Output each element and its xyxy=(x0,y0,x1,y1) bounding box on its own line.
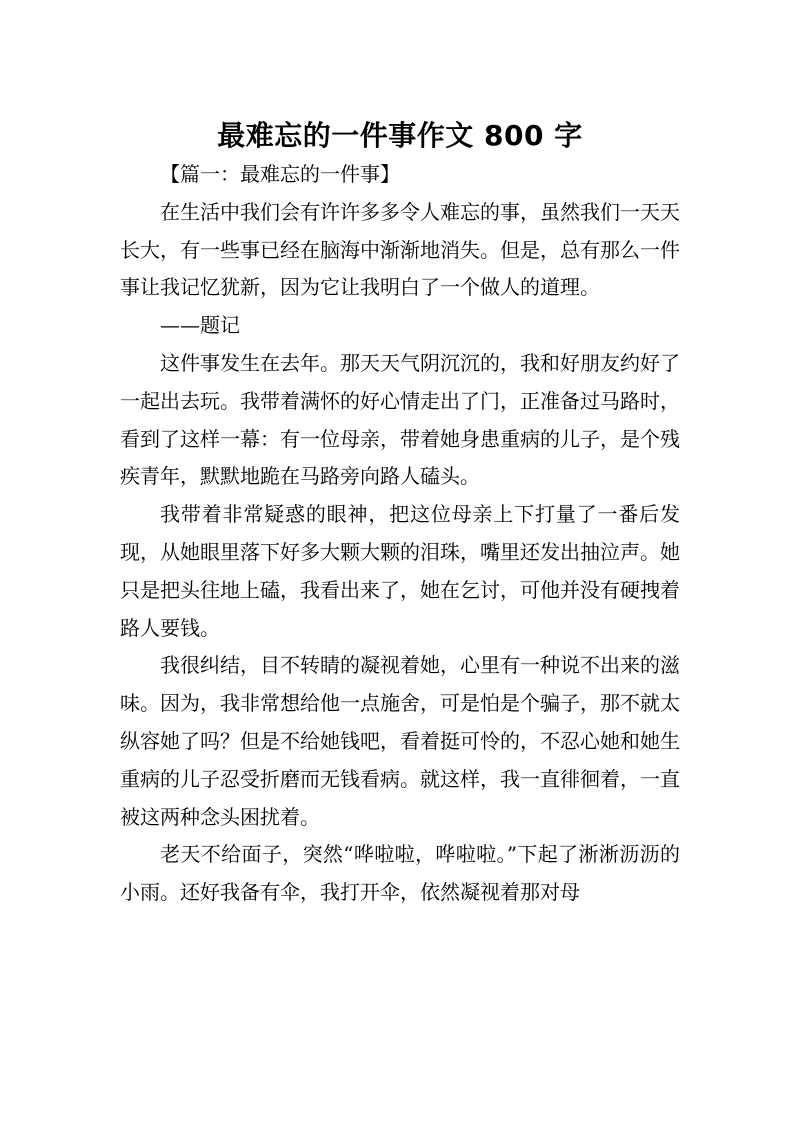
paragraph-epigraph-signoff: ——题记 xyxy=(160,313,240,338)
document-body xyxy=(120,156,680,912)
paragraph-intro: 在生活中我们会有许许多多令人难忘的事，虽然我们一天天长大，有一些事已经在脑海中渐渐地消失。但是，总有那么一件事让我记忆犹新，因为它让我明白了一个做人的道理。 xyxy=(120,199,680,300)
paragraph-rain: 老天不给面子，突然“哗啦啦，哗啦啦。”下起了淅淅沥沥的小雨。还好我备有伞，我打开伞，依然凝视着那对母 xyxy=(120,842,680,905)
document-title: 最难忘的一件事作文 800 字 xyxy=(217,118,583,152)
paragraph-observation: 我带着非常疑惑的眼神，把这位母亲上下打量了一番后发现，从她眼里落下好多大颗大颗的泪珠，嘴里还发出抽泣声。她只是把头往地上磕，我看出来了，她在乞讨，可他并没有硬拽着路人要钱。 xyxy=(120,502,680,640)
paragraph-event: 这件事发生在去年。那天天气阴沉沉的，我和好朋友约好了一起出去玩。我带着满怀的好心情走出了门，正准备过马路时，看到了这样一幕：有一位母亲，带着她身患重病的儿子，是个残疾青年，默默地跪在马路旁向路人磕头。 xyxy=(120,350,680,489)
section-heading: 【篇一：最难忘的一件事】 xyxy=(160,162,400,186)
paragraph-dilemma: 我很纠结，目不转睛的凝视着她，心里有一种说不出来的滋味。因为，我非常想给他一点施舍，可是怕是个骗子，那不就太纵容她了吗？但是不给她钱吧，看着挺可怜的，不忍心她和她生重病的儿子忍受折磨而无钱看病。就这样，我一直徘徊着，一直被这两种念头困扰着。 xyxy=(120,653,680,829)
